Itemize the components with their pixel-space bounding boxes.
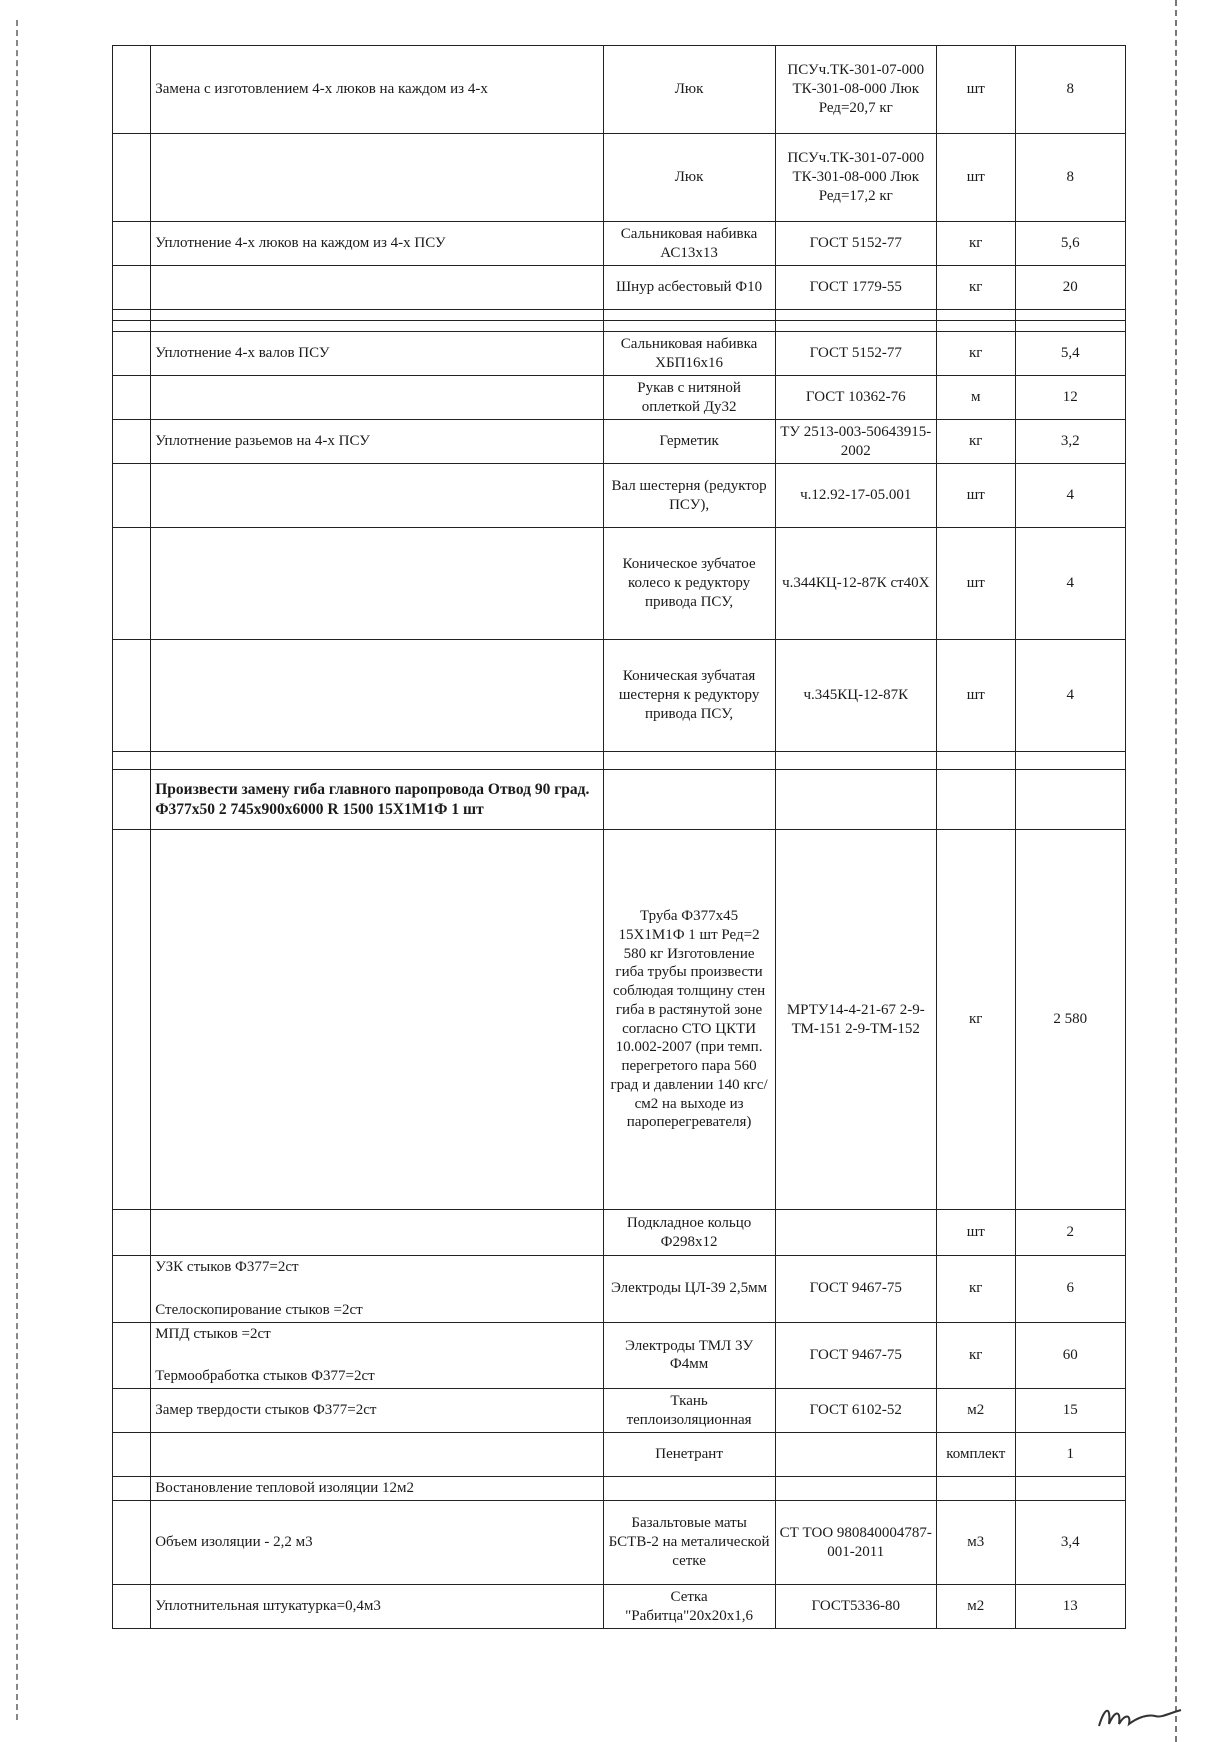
document-cell: [775, 1210, 936, 1256]
document-cell: ч.12.92-17-05.001: [775, 464, 936, 528]
unit-cell: кг: [936, 420, 1015, 464]
unit-cell: шт: [936, 528, 1015, 640]
document-cell: ТУ 2513-003-50643915-2002: [775, 420, 936, 464]
unit-cell: кг: [936, 1322, 1015, 1389]
work-cell: [151, 464, 603, 528]
document-cell: ГОСТ 5152-77: [775, 332, 936, 376]
quantity-cell: 20: [1015, 266, 1125, 310]
material-cell: Люк: [603, 134, 775, 222]
table-row: [113, 376, 1126, 420]
unit-cell: [936, 1477, 1015, 1501]
table-row: [113, 1256, 1126, 1323]
quantity-cell: 13: [1015, 1585, 1125, 1629]
specification-table: [112, 45, 1126, 1629]
material-cell: Ткань теплоизоляционная: [603, 1389, 775, 1433]
table-row: [113, 1585, 1126, 1629]
unit-cell: шт: [936, 134, 1015, 222]
section-title-row: [113, 770, 1126, 830]
document-cell: ГОСТ 10362-76: [775, 376, 936, 420]
unit-cell: кг: [936, 1256, 1015, 1323]
work-cell: Объем изоляции - 2,2 м3: [151, 1501, 603, 1585]
row-number-cell: [113, 134, 151, 222]
quantity-cell: 5,4: [1015, 332, 1125, 376]
work-cell: Уплотнение разьемов на 4-х ПСУ: [151, 420, 603, 464]
row-number-cell: [113, 332, 151, 376]
work-line: Стелоскопирование стыков =2ст: [155, 1301, 363, 1318]
material-cell: Герметик: [603, 420, 775, 464]
work-cell: [151, 266, 603, 310]
work-cell: Уплотнение 4-х люков на каждом из 4-х ПСУ: [151, 222, 603, 266]
quantity-cell: 2: [1015, 1210, 1125, 1256]
unit-cell: кг: [936, 830, 1015, 1210]
unit-cell: шт: [936, 1210, 1015, 1256]
work-cell: Замер твердости стыков Ф377=2ст: [151, 1389, 603, 1433]
work-cell: [151, 376, 603, 420]
document-cell: ч.345КЦ-12-87К: [775, 640, 936, 752]
work-cell: [151, 830, 603, 1210]
quantity-cell: 3,4: [1015, 1501, 1125, 1585]
unit-cell: м2: [936, 1585, 1015, 1629]
row-number-cell: [113, 1585, 151, 1629]
table-row: [113, 1389, 1126, 1433]
material-cell: Вал шестерня (редуктор ПСУ),: [603, 464, 775, 528]
row-number-cell: [113, 1477, 151, 1501]
quantity-cell: 1: [1015, 1433, 1125, 1477]
unit-cell: шт: [936, 46, 1015, 134]
row-number-cell: [113, 770, 151, 830]
table-row: [113, 1501, 1126, 1585]
work-cell: [151, 1210, 603, 1256]
material-cell: [603, 770, 775, 830]
row-number-cell: [113, 1322, 151, 1389]
row-number-cell: [113, 528, 151, 640]
unit-cell: шт: [936, 464, 1015, 528]
row-number-cell: [113, 640, 151, 752]
section-title: Произвести замену гиба главного паропровода Отвод 90 град. Ф377х50 2 745х900х6000 R 1500 15Х1М1Ф 1 шт: [151, 770, 603, 830]
table-row: [113, 528, 1126, 640]
material-cell: Шнур асбестовый Ф10: [603, 266, 775, 310]
quantity-cell: 2 580: [1015, 830, 1125, 1210]
material-cell: Люк: [603, 46, 775, 134]
section-title: Востановление тепловой изоляции 12м2: [151, 1477, 603, 1501]
unit-cell: м2: [936, 1389, 1015, 1433]
table-row: [113, 222, 1126, 266]
scan-edge-left: [16, 20, 18, 1720]
material-cell: Подкладное кольцо Ф298х12: [603, 1210, 775, 1256]
material-cell: Сетка "Рабитца"20х20х1,6: [603, 1585, 775, 1629]
row-number-cell: [113, 1501, 151, 1585]
material-cell: [603, 1477, 775, 1501]
document-cell: ПСУч.ТК-301-07-000 ТК-301-08-000 Люк Ред=20,7 кг: [775, 46, 936, 134]
quantity-cell: 60: [1015, 1322, 1125, 1389]
signature-mark: [1095, 1700, 1185, 1736]
material-cell: Сальниковая набивка АС13х13: [603, 222, 775, 266]
section-title-row: [113, 1477, 1126, 1501]
work-cell: Уплотнительная штукатурка=0,4м3: [151, 1585, 603, 1629]
table-row: [113, 420, 1126, 464]
separator-row: [113, 752, 1126, 770]
document-cell: СТ ТОО 980840004787-001-2011: [775, 1501, 936, 1585]
quantity-cell: 8: [1015, 134, 1125, 222]
document-cell: ПСУч.ТК-301-07-000 ТК-301-08-000 Люк Ред=17,2 кг: [775, 134, 936, 222]
document-cell: [775, 770, 936, 830]
quantity-cell: 8: [1015, 46, 1125, 134]
document-cell: МРТУ14-4-21-67 2-9-ТМ-151 2-9-ТМ-152: [775, 830, 936, 1210]
quantity-cell: 4: [1015, 640, 1125, 752]
material-cell: Сальниковая набивка ХБП16х16: [603, 332, 775, 376]
work-cell: Уплотнение 4-х валов ПСУ: [151, 332, 603, 376]
quantity-cell: 6: [1015, 1256, 1125, 1323]
work-cell: [151, 1322, 603, 1389]
table-row: [113, 1210, 1126, 1256]
material-cell: Пенетрант: [603, 1433, 775, 1477]
quantity-cell: 15: [1015, 1389, 1125, 1433]
row-number-cell: [113, 1256, 151, 1323]
table-row: [113, 640, 1126, 752]
quantity-cell: [1015, 1477, 1125, 1501]
work-cell: Замена с изготовлением 4-х люков на каждом из 4-х: [151, 46, 603, 134]
unit-cell: шт: [936, 640, 1015, 752]
document-cell: ч.344КЦ-12-87К ст40Х: [775, 528, 936, 640]
quantity-cell: 3,2: [1015, 420, 1125, 464]
separator-row: [113, 321, 1126, 332]
row-number-cell: [113, 1210, 151, 1256]
table-row: [113, 464, 1126, 528]
row-number-cell: [113, 830, 151, 1210]
quantity-cell: [1015, 770, 1125, 830]
work-line: Термообработка стыков Ф377=2ст: [155, 1368, 375, 1385]
unit-cell: кг: [936, 222, 1015, 266]
scan-edge-right: [1175, 0, 1177, 1742]
work-cell: [151, 640, 603, 752]
table-row: [113, 134, 1126, 222]
work-line: МПД стыков =2ст: [155, 1325, 271, 1342]
document-cell: ГОСТ 9467-75: [775, 1256, 936, 1323]
table-row: [113, 1322, 1126, 1389]
material-cell: Труба Ф377х45 15Х1М1Ф 1 шт Ред=2 580 кг Изготовление гиба трубы произвести соблюдая толщину стен гиба в растянутой зоне согласно СТО ЦКТИ 10.002-2007 (при темп. перегретого пара 560 град и давлении 140 кгс/см2 на выходе из пароперегревателя): [603, 830, 775, 1210]
quantity-cell: 5,6: [1015, 222, 1125, 266]
table-row: [113, 46, 1126, 134]
row-number-cell: [113, 376, 151, 420]
document-cell: ГОСТ 6102-52: [775, 1389, 936, 1433]
row-number-cell: [113, 464, 151, 528]
work-cell: [151, 1256, 603, 1323]
material-cell: Рукав с нитяной оплеткой Ду32: [603, 376, 775, 420]
document-cell: ГОСТ5336-80: [775, 1585, 936, 1629]
quantity-cell: 4: [1015, 464, 1125, 528]
unit-cell: кг: [936, 266, 1015, 310]
material-cell: Коническое зубчатое колесо к редуктору привода ПСУ,: [603, 528, 775, 640]
row-number-cell: [113, 222, 151, 266]
unit-cell: м: [936, 376, 1015, 420]
row-number-cell: [113, 1389, 151, 1433]
unit-cell: [936, 770, 1015, 830]
quantity-cell: 12: [1015, 376, 1125, 420]
material-cell: Базальтовые маты БСТВ-2 на металической сетке: [603, 1501, 775, 1585]
unit-cell: м3: [936, 1501, 1015, 1585]
material-cell: Электроды ЦЛ-39 2,5мм: [603, 1256, 775, 1323]
work-cell: [151, 134, 603, 222]
work-cell: [151, 1433, 603, 1477]
document-cell: [775, 1433, 936, 1477]
material-cell: Коническая зубчатая шестерня к редуктору привода ПСУ,: [603, 640, 775, 752]
material-cell: Электроды ТМЛ 3У Ф4мм: [603, 1322, 775, 1389]
document-cell: ГОСТ 9467-75: [775, 1322, 936, 1389]
table-row: [113, 266, 1126, 310]
table-row: [113, 332, 1126, 376]
work-line: УЗК стыков Ф377=2ст: [155, 1259, 299, 1275]
table-row: [113, 830, 1126, 1210]
document-cell: ГОСТ 5152-77: [775, 222, 936, 266]
work-cell: [151, 528, 603, 640]
separator-row: [113, 310, 1126, 321]
document-cell: ГОСТ 1779-55: [775, 266, 936, 310]
row-number-cell: [113, 1433, 151, 1477]
row-number-cell: [113, 420, 151, 464]
document-cell: [775, 1477, 936, 1501]
row-number-cell: [113, 266, 151, 310]
row-number-cell: [113, 46, 151, 134]
table-row: [113, 1433, 1126, 1477]
unit-cell: комплект: [936, 1433, 1015, 1477]
unit-cell: кг: [936, 332, 1015, 376]
quantity-cell: 4: [1015, 528, 1125, 640]
